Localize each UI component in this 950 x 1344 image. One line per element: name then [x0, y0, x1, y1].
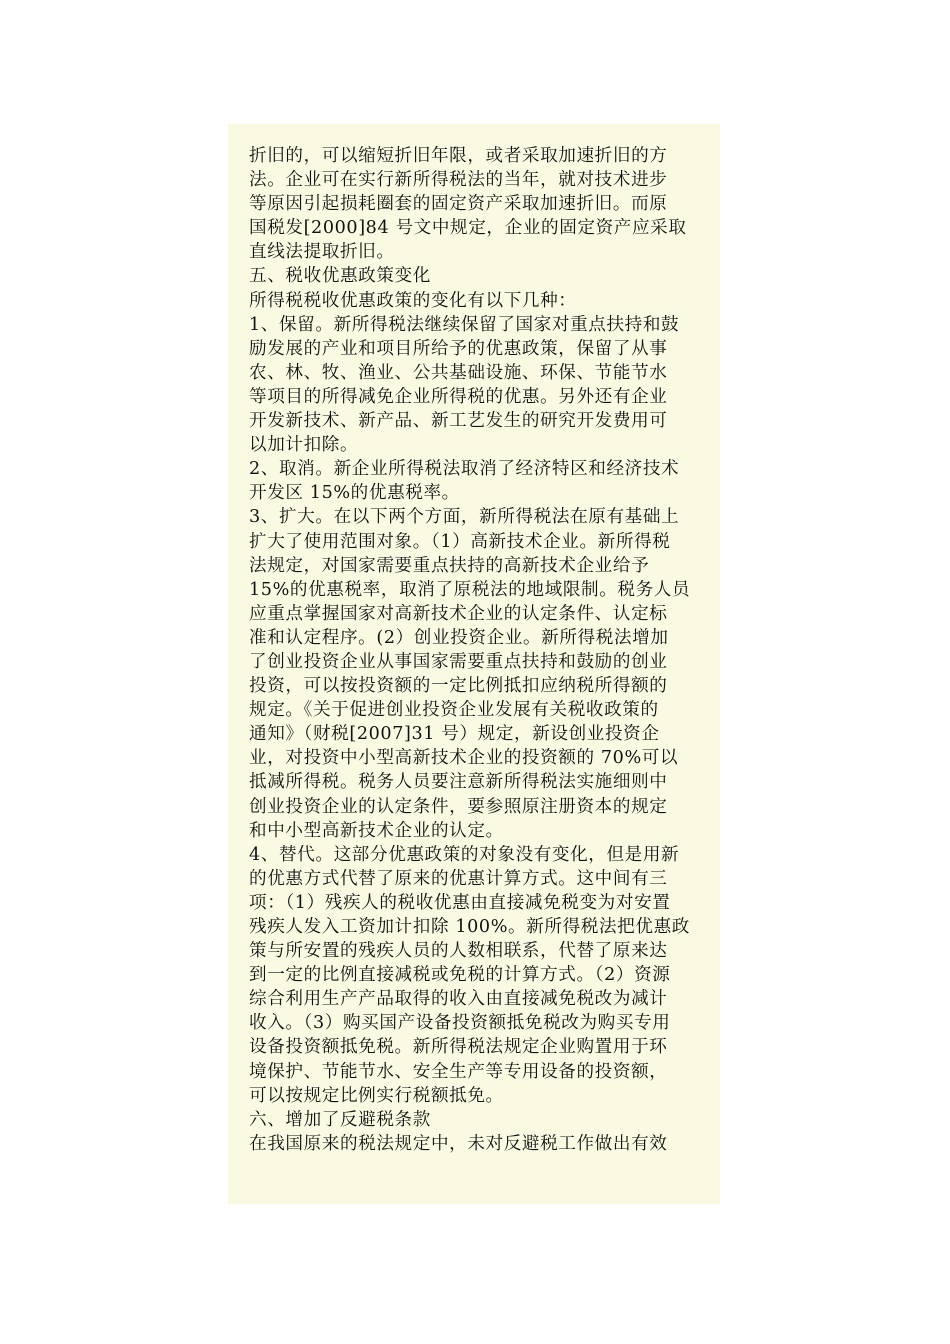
document-text-block: [228, 124, 720, 1204]
text-line: 扩大了使用范围对象。（1）高新技术企业。新所得税: [249, 531, 671, 552]
text-line: 到一定的比例直接减税或免税的计算方式。（2）资源: [249, 965, 671, 986]
text-line: 国税发[2000]84 号文中规定，企业的固定资产应采取: [249, 218, 687, 239]
text-line: 开发区 15%的优惠税率。: [249, 483, 460, 504]
text-line: 的优惠方式代替了原来的优惠计算方式。这中间有三: [249, 868, 668, 889]
text-line: 可以按规定比例实行税额抵免。: [249, 1085, 504, 1106]
text-line: 五、税收优惠政策变化: [249, 266, 431, 287]
text-line: 准和认定程序。(2）创业投资企业。新所得税法增加: [249, 627, 669, 648]
text-line: 法规定，对国家需要重点扶持的高新技术企业给予: [249, 555, 650, 576]
text-line: 1、保留。新所得税法继续保留了国家对重点扶持和鼓: [249, 314, 680, 335]
text-line: 抵减所得税。税务人员要注意新所得税法实施细则中: [249, 772, 668, 793]
text-line: 折旧的，可以缩短折旧年限，或者采取加速折旧的方: [249, 146, 668, 166]
text-line: 法。企业可在实行新所得税法的当年，就对技术进步: [249, 170, 668, 191]
text-line: 了创业投资企业从事国家需要重点扶持和鼓励的创业: [249, 651, 668, 672]
text-line: 设备投资额抵免税。新所得税法规定企业购置用于环: [249, 1037, 668, 1058]
text-line: 15%的优惠税率，取消了原税法的地域限制。税务人员: [249, 579, 691, 600]
text-line: 直线法提取折旧。: [249, 242, 395, 263]
text-line: 创业投资企业的认定条件，要参照原注册资本的规定: [249, 796, 668, 817]
text-line: 2、取消。新企业所得税法取消了经济特区和经济技术: [249, 459, 680, 480]
text-line: 收入。（3）购买国产设备投资额抵免税改为购买专用: [249, 1013, 671, 1034]
text-line: 策与所安置的残疾人员的人数相联系，代替了原来达: [249, 941, 668, 962]
text-line: 农、林、牧、渔业、公共基础设施、环保、节能节水: [249, 362, 668, 383]
text-line: 残疾人发入工资加计扣除 100%。新所得税法把优惠政: [249, 917, 690, 937]
text-line: 等原因引起损耗圈套的固定资产采取加速折旧。而原: [249, 194, 668, 215]
text-line: 规定。《关于促进创业投资企业发展有关税收政策的: [249, 700, 659, 721]
text-line: 六、增加了反避税条款: [249, 1109, 431, 1130]
text-line: 4、替代。这部分优惠政策的对象没有变化，但是用新: [249, 844, 680, 865]
text-line: 应重点掌握国家对高新技术企业的认定条件、认定标: [249, 603, 668, 624]
text-line: 等项目的所得减免企业所得税的优惠。另外还有企业: [249, 386, 668, 407]
text-line: 和中小型高新技术企业的认定。: [249, 820, 504, 841]
text-line: 所得税税收优惠政策的变化有以下几种：: [249, 290, 577, 311]
text-line: 业，对投资中小型高新技术企业的投资额的 70%可以: [249, 748, 679, 769]
text-line: 开发新技术、新产品、新工艺发生的研究开发费用可: [249, 411, 668, 432]
text-line: 通知》（财税[2007]31 号）规定，新设创业投资企: [249, 724, 660, 745]
text-line: 综合利用生产产品取得的收入由直接减免税改为减计: [249, 989, 668, 1010]
text-line: 以加计扣除。: [249, 435, 359, 456]
text-line: 3、扩大。在以下两个方面，新所得税法在原有基础上: [249, 507, 680, 528]
text-line: 励发展的产业和项目所给予的优惠政策，保留了从事: [249, 338, 668, 359]
text-line: 在我国原来的税法规定中，未对反避税工作做出有效: [249, 1133, 668, 1154]
text-line: 投资，可以按投资额的一定比例抵扣应纳税所得额的: [249, 676, 668, 697]
text-line: 境保护、节能节水、安全生产等专用设备的投资额，: [249, 1061, 668, 1082]
text-line: 项：（1）残疾人的税收优惠由直接减免税变为对安置: [249, 892, 671, 913]
